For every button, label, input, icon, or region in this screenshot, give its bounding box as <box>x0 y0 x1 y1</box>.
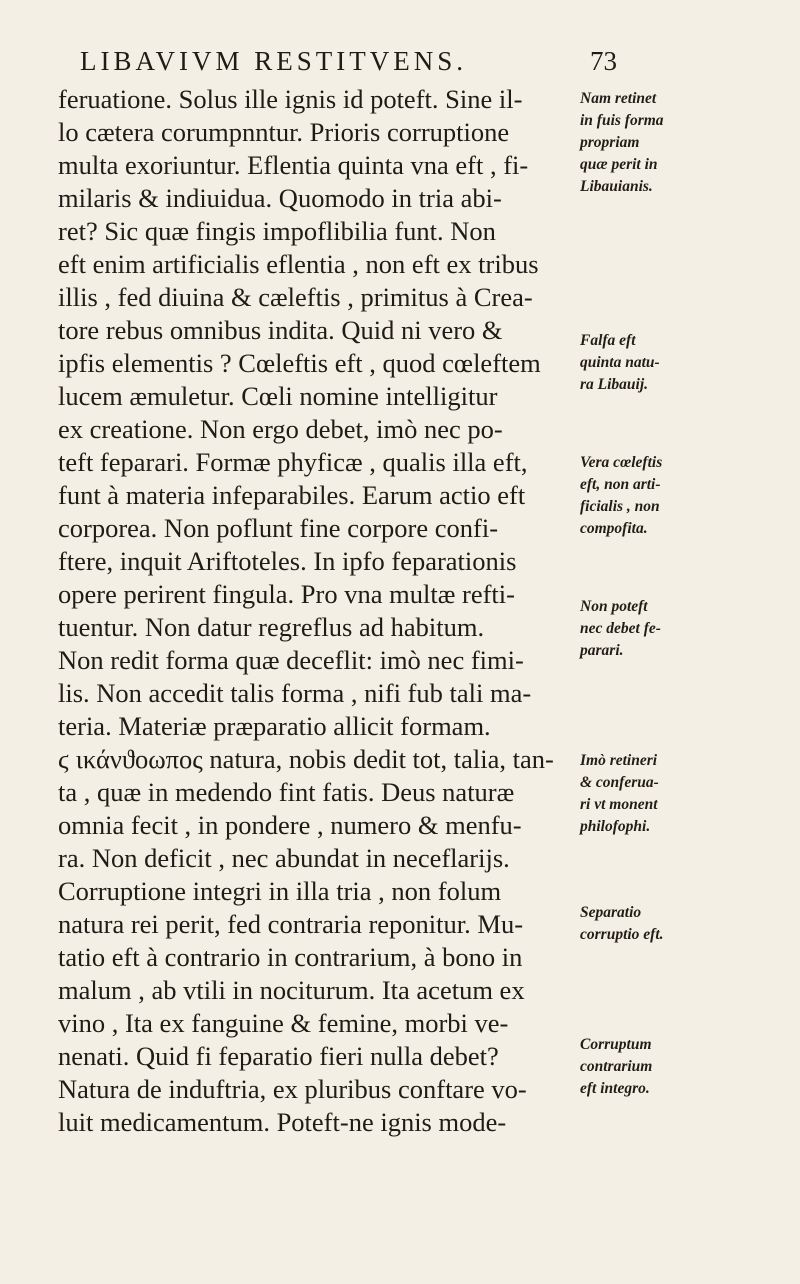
margin-note: philofophi. <box>580 818 651 835</box>
margin-note: nec debet fe- <box>580 620 661 637</box>
text-line: teft feparari. Formæ phyficæ , qualis illa eft, <box>58 447 528 477</box>
margin-note: eft, non arti- <box>580 476 661 493</box>
margin-note: in fuis forma <box>580 112 664 129</box>
text-line: eft enim artificialis eflentia , non eft ex tribus <box>58 249 539 279</box>
text-line: vino , Ita ex fanguine & femine, morbi ve- <box>58 1008 509 1038</box>
page-number: 73 <box>590 46 617 76</box>
margin-note: Libauianis. <box>580 178 653 195</box>
text-line: malum , ab vtili in nociturum. Ita acetum ex <box>58 975 525 1005</box>
margin-note: Falfa eft <box>580 332 636 349</box>
text-line: tore rebus omnibus indita. Quid ni vero & <box>58 315 503 345</box>
margin-note: Separatio <box>580 904 642 921</box>
text-line: Non redit forma quæ deceflit: imò nec fimi- <box>58 645 524 675</box>
text-line: lis. Non accedit talis forma , nifi fub tali ma- <box>58 678 532 708</box>
margin-note: eft integro. <box>580 1080 650 1097</box>
margin-note: & conferua- <box>580 774 659 791</box>
text-line: ftere, inquit Ariftoteles. In ipfo feparationis <box>58 546 517 576</box>
margin-note: compofita. <box>580 520 648 537</box>
margin-note: Corruptum <box>580 1036 652 1053</box>
text-line: tuentur. Non datur regreflus ad habitum. <box>58 612 485 642</box>
text-line: omnia fecit , in pondere , numero & menfu- <box>58 810 522 840</box>
text-line: Natura de induftria, ex pluribus conftare vo- <box>58 1074 527 1104</box>
text-line: funt à materia infeparabiles. Earum actio eft <box>58 480 526 510</box>
text-line: nenati. Quid fi feparatio fieri nulla debet? <box>58 1041 499 1071</box>
text-line: natura rei perit, fed contraria reponitur. Mu- <box>58 909 524 939</box>
margin-note: ra Libauij. <box>580 376 649 393</box>
text-line: luit medicamentum. Poteft-ne ignis mode- <box>58 1107 507 1137</box>
text-line: Corruptione integri in illa tria , non folum <box>58 876 502 906</box>
margin-note: corruptio eft. <box>580 926 664 943</box>
margin-note: parari. <box>580 642 624 659</box>
text-line: corporea. Non poflunt fine corpore confi- <box>58 513 499 543</box>
margin-note: quæ perit in <box>580 156 658 173</box>
text-line: lo cætera corumpnntur. Prioris corruptione <box>58 117 510 147</box>
header-title: LIBAVIVM RESTITVENS. <box>80 46 468 76</box>
text-line: teria. Materiæ præparatio allicit formam. <box>58 711 491 741</box>
margin-note: ficialis , non <box>580 498 660 515</box>
text-line: ex creatione. Non ergo debet, imò nec po- <box>58 414 503 444</box>
margin-note: Non poteft <box>580 598 648 615</box>
text-line: ret? Sic quæ fingis impoflibilia funt. Non <box>58 216 496 246</box>
text-line: ra. Non deficit , nec abundat in neceflarijs. <box>58 843 510 873</box>
text-line: tatio eft à contrario in contrarium, à bono in <box>58 942 523 972</box>
text-line: ϛ ικάνϑοωπος natura, nobis dedit tot, talia, tan- <box>58 744 554 774</box>
margin-note: Nam retinet <box>580 90 657 107</box>
text-line: ta , quæ in medendo fint fatis. Deus naturæ <box>58 777 515 807</box>
text-line: multa exoriuntur. Eflentia quinta vna eft , fi- <box>58 150 529 180</box>
text-line: ipfis elementis ? Cœleftis eft , quod cœleftem <box>58 348 541 378</box>
margin-note: Imò retineri <box>580 752 658 769</box>
text-line: lucem æmuletur. Cœli nomine intelligitur <box>58 381 498 411</box>
running-header <box>80 46 720 82</box>
text-line: opere perirent fingula. Pro vna multæ refti- <box>58 579 515 609</box>
margin-note: Vera cœleftis <box>580 454 663 471</box>
text-line: illis , fed diuina & cæleftis , primitus à Crea- <box>58 282 533 312</box>
text-line: feruatione. Solus ille ignis id poteft. Sine il- <box>58 84 523 114</box>
margin-note: ri vt monent <box>580 796 658 813</box>
margin-note: propriam <box>580 134 640 151</box>
margin-note: quinta natu- <box>580 354 660 371</box>
margin-note: contrarium <box>580 1058 653 1075</box>
text-line: milaris & indiuidua. Quomodo in tria abi- <box>58 183 502 213</box>
